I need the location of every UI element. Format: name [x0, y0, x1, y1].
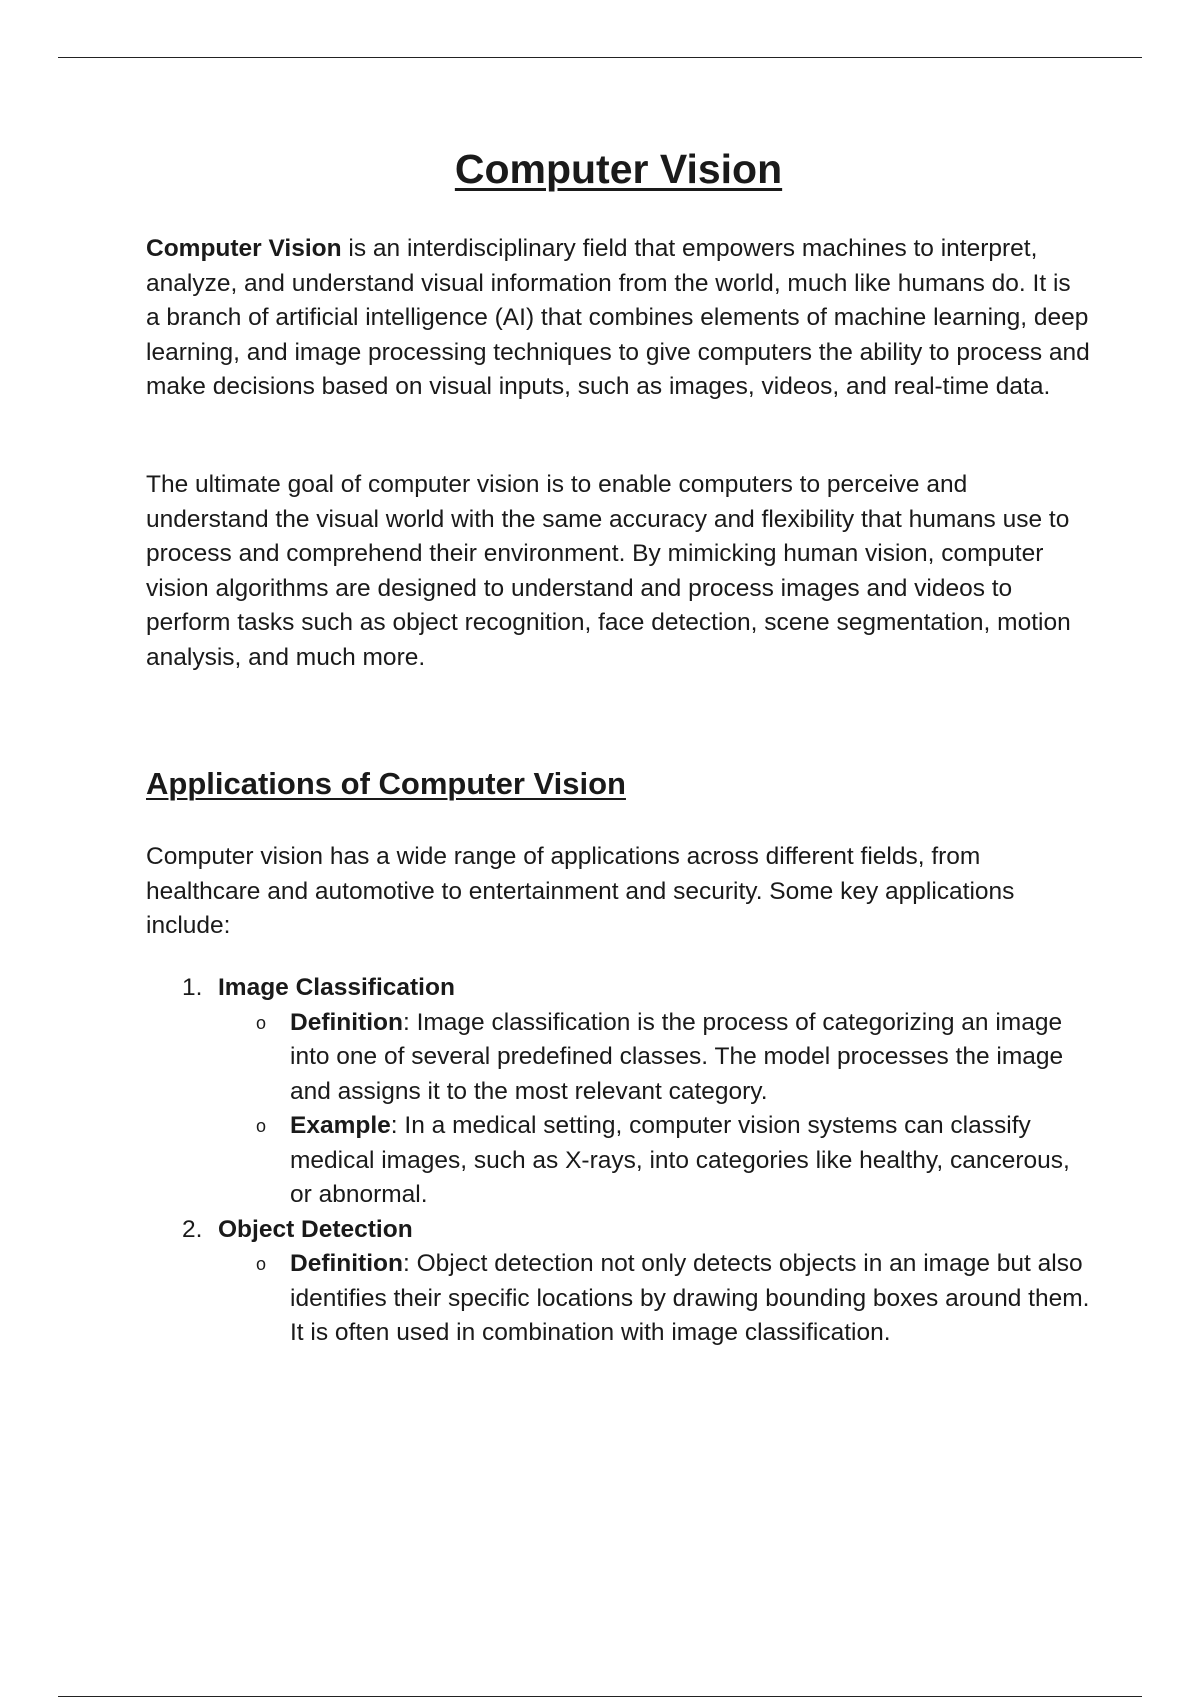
bullet-icon: o — [256, 1254, 267, 1274]
intro-text: is an interdisciplinary field that empowers machines to interpret, analyze, and understand visual information from the world, much like humans do. It is a branch of artificial intelligence (AI) that combines elements of machine learning, deep learning, and image processing techniques to give computers the ability to process and make decisions based on visual inputs, such as images, videos, and real-time data. — [146, 235, 1090, 400]
applications-heading: Applications of Computer Vision — [146, 766, 626, 801]
intro-bold-lead: Computer Vision — [146, 235, 342, 262]
bullet-icon: o — [256, 1116, 267, 1136]
applications-list — [146, 971, 1091, 1351]
sub-item-key: Example — [290, 1112, 391, 1139]
application-name: Object Detection — [218, 1215, 413, 1243]
application-name: Image Classification — [218, 974, 455, 1001]
sub-item-text: : Object detection not only detects objects in an image but also identifies their specific locations by drawing bounding boxes around them. It is often used in combination with image classification. — [290, 1250, 1090, 1346]
sub-item-text: : In a medical setting, computer vision systems can classify medical images, such as X-rays, into categories like healthy, cancerous, or abnormal. — [290, 1112, 1070, 1208]
bullet-icon: o — [256, 1012, 267, 1033]
intro-paragraph — [146, 232, 1091, 405]
applications-intro: Computer vision has a wide range of applications across different fields, from healthcare and automotive to entertainment and security. Some key applications include: — [146, 843, 1015, 939]
page-title: Computer Vision — [454, 146, 783, 192]
sub-list-item — [146, 1006, 1091, 1110]
bottom-rule — [58, 1696, 1142, 1697]
application-item — [146, 971, 1091, 1213]
top-rule — [58, 57, 1142, 58]
goal-paragraph: The ultimate goal of computer vision is to enable computers to perceive and understand the visual world with the same accuracy and flexibility that humans use to process and comprehend their environment. By mimicking human vision, computer vision algorithms are designed to understand and process images and videos to perform tasks such as object recognition, face detection, scene segmentation, motion analysis, and much more. — [146, 471, 1071, 671]
sub-item-key: Definition — [290, 1008, 403, 1036]
application-item — [146, 1213, 1091, 1351]
list-number: 2. — [182, 1215, 203, 1243]
sub-list-item — [146, 1109, 1091, 1213]
sub-list-item — [146, 1247, 1091, 1351]
sub-item-key: Definition — [290, 1250, 403, 1277]
sub-item-text: : Image classification is the process of categorizing an image into one of several predefined classes. The model processes the image and assigns it to the most relevant category. — [290, 1008, 1064, 1105]
list-number: 1. — [182, 974, 203, 1001]
